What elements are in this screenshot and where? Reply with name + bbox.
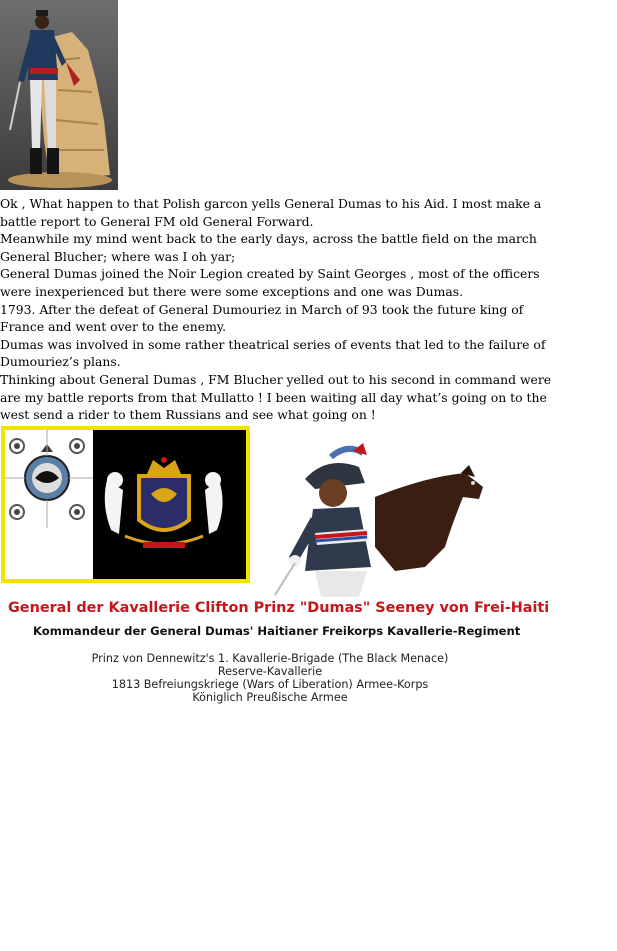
- story-paragraph: Meanwhile my mind went back to the early days, across the battle field on the march General Blucher; where was I oh yar;: [0, 231, 537, 264]
- signature-details: [60, 652, 480, 704]
- story-paragraph: 1793. After the defeat of General Dumouriez in March of 93 took the future king of France and went over to the enemy.: [0, 301, 524, 335]
- signature-line: 1813 Befreiungskriege (Wars of Liberation) Armee-Korps: [111, 678, 429, 691]
- story-paragraph: General Dumas joined the Noir Legion created by Saint Georges , most of the officers were inexperienced but there were some exceptions and one was Dumas.: [0, 266, 540, 299]
- signature-line: Reserve-Kavallerie: [217, 665, 323, 678]
- general-dumas-portrait: [255, 437, 490, 601]
- signature-line: Prinz von Dennewitz's 1. Kavallerie-Brigade (The Black Menace): [91, 652, 449, 665]
- signature-title: General der Kavallerie Clifton Prinz "Dumas" Seeney von Frei-Haiti: [8, 600, 550, 616]
- story-text: [0, 195, 560, 424]
- haiti-flag-banner: [1, 426, 250, 583]
- miniature-figure-photo: [0, 0, 118, 190]
- story-paragraph: Thinking about General Dumas , FM Blucher yelled out to his second in command were are my battle reports from that Mullatto ! I been waiting all day what’s going on to the west send a rider to them Russians and see what going on !: [0, 371, 552, 423]
- signature-line: Königlich Preußische Armee: [192, 691, 348, 704]
- story-paragraph: Dumas was involved in some rather theatrical series of events that led to the failure of Dumouriez’s plans.: [0, 336, 546, 370]
- signature-subtitle: Kommandeur der General Dumas' Haitianer Freikorps Kavallerie-Regiment: [33, 624, 521, 638]
- story-paragraph: Ok , What happen to that Polish garcon yells General Dumas to his Aid. I most make a battle report to General FM old General Forward.: [0, 196, 542, 229]
